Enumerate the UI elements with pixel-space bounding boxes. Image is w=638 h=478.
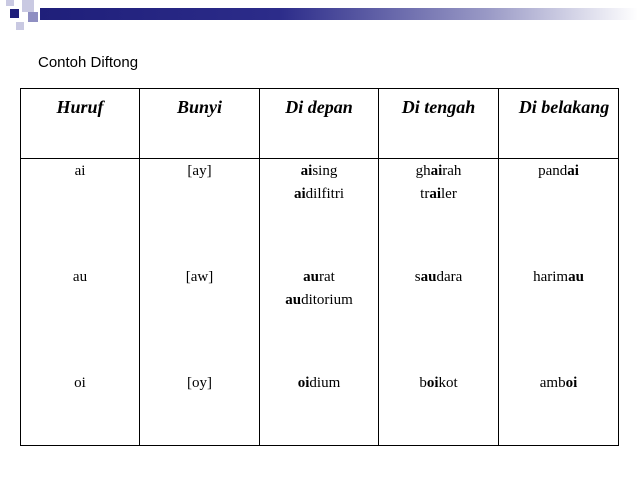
diphthong-highlight: oi [565,375,578,391]
cell-depan [260,371,378,445]
cell-bunyi [140,371,259,445]
example-word: auditorium [285,292,353,308]
example-word: pandai [538,163,579,179]
header-di-belakang: Di belakang [499,89,619,159]
cell-tengah [379,371,498,445]
column-di-depan [260,159,379,446]
column-bunyi [140,159,260,446]
header-di-depan: Di depan [260,89,379,159]
table-body-row [21,159,619,446]
huruf-text: oi [74,375,86,391]
cell-depan [260,159,378,265]
logo-square-light [22,0,34,12]
cell-tengah [379,265,498,371]
cell-huruf [21,159,139,265]
diphthong-highlight: ai [429,186,441,202]
cell-bunyi [140,265,259,371]
example-word: aidilfitri [294,186,344,202]
example-word: trailer [420,186,457,202]
example-word: saudara [414,269,463,285]
column-di-tengah [379,159,499,446]
cell-depan [260,265,378,371]
huruf-text: ai [74,163,86,179]
example-word: ghairah [415,163,462,179]
header-huruf: Huruf [21,89,140,159]
diphthong-highlight: ai [294,186,306,202]
header-di-tengah: Di tengah [379,89,499,159]
diphthong-highlight: au [420,269,437,285]
cell-huruf [21,371,139,445]
example-word: harimau [533,269,584,285]
diphthong-highlight: ai [300,163,313,179]
cell-bunyi [140,159,259,265]
diftong-table [20,88,619,446]
example-word: aising [300,163,338,179]
logo-square-mid [28,12,38,22]
slide-title: Contoh Diftong [38,54,139,71]
column-huruf [21,159,140,446]
diphthong-highlight: ai [567,163,579,179]
bunyi-text: [oy] [187,375,212,391]
diphthong-highlight: oi [426,375,439,391]
huruf-text: au [72,269,88,285]
example-word: boikot [419,375,458,391]
logo-square-small [16,22,24,30]
diphthong-highlight: au [568,269,584,285]
cell-belakang [499,159,618,265]
diphthong-highlight: oi [297,375,310,391]
cell-belakang [499,265,618,371]
header-band [40,8,638,20]
cell-tengah [379,159,498,265]
cell-belakang [499,371,618,445]
diphthong-highlight: ai [430,163,443,179]
table-header-row [21,89,619,159]
logo-square-tiny [6,0,14,6]
column-di-belakang [499,159,619,446]
example-word: oidium [297,375,341,391]
cell-huruf [21,265,139,371]
logo-square-dark [10,9,19,18]
bunyi-text: [aw] [185,269,214,285]
header-bunyi: Bunyi [140,89,260,159]
diphthong-highlight: au [285,292,302,308]
example-word: amboi [539,375,578,391]
example-word: aurat [303,269,335,285]
bunyi-text: [ay] [187,163,212,179]
diphthong-highlight: au [303,269,319,285]
